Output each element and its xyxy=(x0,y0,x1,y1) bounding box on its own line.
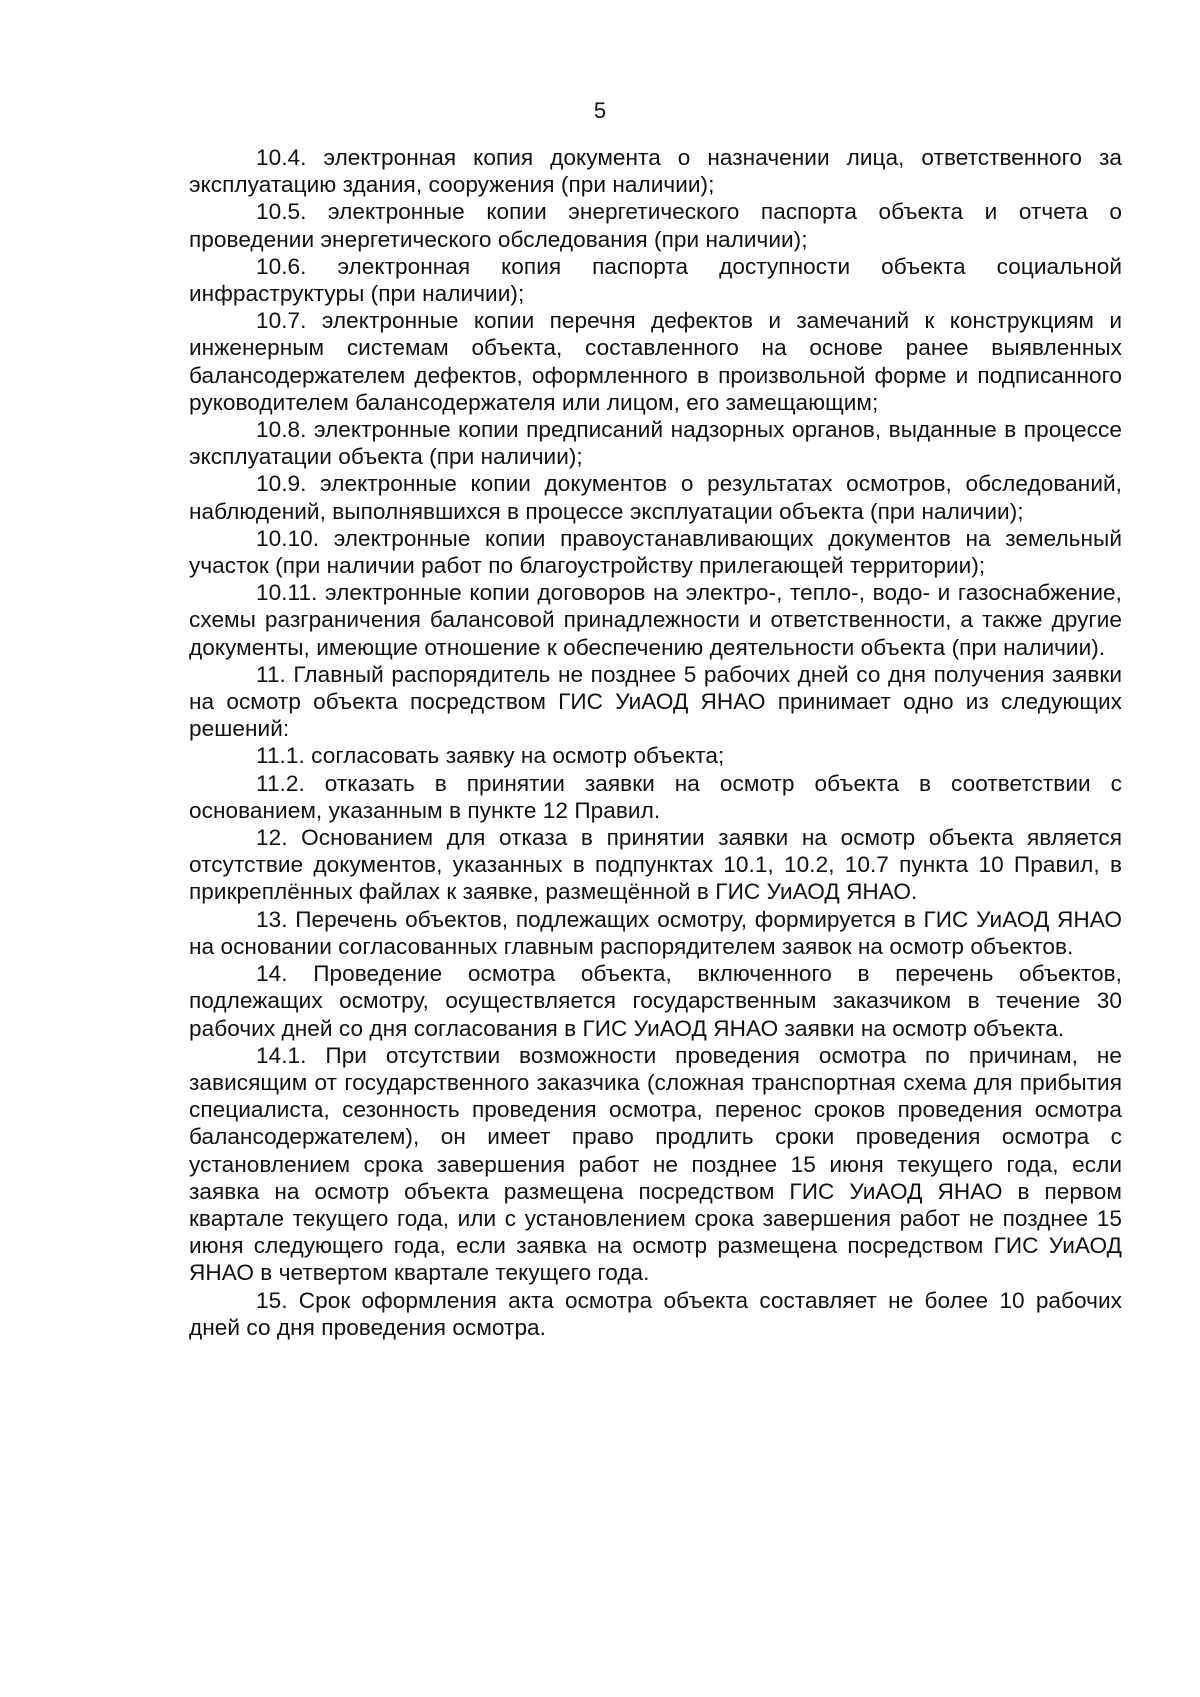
paragraph-10-6: 10.6. электронная копия паспорта доступности объекта социальной инфраструктуры (при наличии); xyxy=(189,253,1122,307)
paragraph-10-9: 10.9. электронные копии документов о результатах осмотров, обследований, наблюдений, выполнявшихся в процессе эксплуатации объекта (при наличии); xyxy=(189,471,1122,524)
paragraph-10-7: 10.7. электронные копии перечня дефектов и замечаний к конструкциям и инженерным системам объекта, составленного на основе ранее выявленных балансодержателем дефектов, оформленного в произвольной форме и подписанного руководителем балансодержателя или лицом, его замещающим; xyxy=(189,308,1122,415)
paragraph-11-2: 11.2. отказать в принятии заявки на осмотр объекта в соответствии с основанием, указанным в пункте 12 Правил. xyxy=(189,770,1122,823)
paragraph-10-11: 10.11. электронные копии договоров на электро-, тепло-, водо- и газоснабжение, схемы разграничения балансовой принадлежности и ответственности, а также другие документы, имеющие отношение к обеспечению деятельности объекта (при наличии). xyxy=(189,580,1122,660)
page-number: 5 xyxy=(593,98,607,123)
paragraph-10-10: 10.10. электронные копии правоустанавливающих документов на земельный участок (при наличии работ по благоустройству прилегающей территории); xyxy=(189,525,1122,579)
document-body xyxy=(189,144,1122,1341)
paragraph-10-8: 10.8. электронные копии предписаний надзорных органов, выданные в процессе эксплуатации объекта (при наличии); xyxy=(189,417,1122,470)
paragraph-10-5: 10.5. электронные копии энергетического паспорта объекта и отчета о проведении энергетического обследования (при наличии); xyxy=(189,199,1122,252)
paragraph-13: 13. Перечень объектов, подлежащих осмотру, формируется в ГИС УиАОД ЯНАО на основании согласованных главным распорядителем заявок на осмотр объектов. xyxy=(189,906,1122,959)
paragraph-10-4: 10.4. электронная копия документа о назначении лица, ответственного за эксплуатацию здания, сооружения (при наличии); xyxy=(189,145,1122,198)
paragraph-14-1: 14.1. При отсутствии возможности проведения осмотра по причинам, не зависящим от государственного заказчика (сложная транспортная схема для прибытия специалиста, сезонность проведения осмотра, перенос сроков проведения осмотра балансодержателем), он имеет право продлить сроки проведения осмотра с установлением срока завершения работ не позднее 15 июня текущего года, если заявка на осмотр объекта размещена посредством ГИС УиАОД ЯНАО в первом квартале текущего года, или с установлением срока завершения работ не позднее 15 июня следующего года, если заявка на осмотр размещена посредством ГИС УиАОД ЯНАО в четвертом квартале текущего года. xyxy=(189,1042,1122,1286)
paragraph-11-1: 11.1. согласовать заявку на осмотр объекта; xyxy=(256,743,725,769)
paragraph-15: 15. Срок оформления акта осмотра объекта составляет не более 10 рабочих дней со дня проведения осмотра. xyxy=(189,1287,1122,1340)
paragraph-14: 14. Проведение осмотра объекта, включенного в перечень объектов, подлежащих осмотру, осуществляется государственным заказчиком в течение 30 рабочих дней со дня согласования в ГИС УиАОД ЯНАО заявки на осмотр объекта. xyxy=(189,961,1122,1041)
paragraph-11: 11. Главный распорядитель не позднее 5 рабочих дней со дня получения заявки на осмотр объекта посредством ГИС УиАОД ЯНАО принимает одно из следующих решений: xyxy=(189,661,1122,742)
paragraph-12: 12. Основанием для отказа в принятии заявки на осмотр объекта является отсутствие документов, указанных в подпунктах 10.1, 10.2, 10.7 пункта 10 Правил, в прикреплённых файлах к заявке, размещённой в ГИС УиАОД ЯНАО. xyxy=(189,825,1122,905)
